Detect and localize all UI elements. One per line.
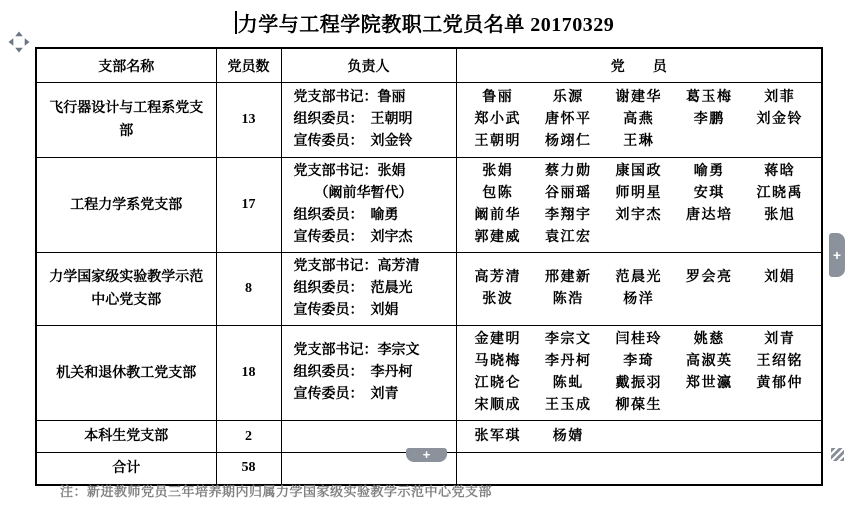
member-name: 李丹柯 xyxy=(545,354,592,369)
table-row xyxy=(36,326,822,421)
member-name: 江晓仑 xyxy=(474,376,521,391)
member-name: 郑小武 xyxy=(474,112,521,127)
members-cell[interactable] xyxy=(456,421,822,453)
leaders-cell[interactable] xyxy=(281,253,456,326)
member-count-cell[interactable]: 8 xyxy=(216,253,281,326)
member-slot-empty xyxy=(745,227,816,249)
member-name: 王琳 xyxy=(623,134,655,149)
member-line xyxy=(463,373,816,395)
member-slot-empty xyxy=(674,426,745,448)
member-name: 杨婧 xyxy=(552,428,584,444)
member-name: 鲁丽 xyxy=(482,90,514,105)
member-line xyxy=(463,131,816,153)
member-name: 范晨光 xyxy=(615,270,662,285)
member-line xyxy=(463,109,816,131)
member-line xyxy=(463,329,816,351)
branch-name-cell[interactable]: 机关和退休教工党支部 xyxy=(36,326,216,421)
header-row xyxy=(36,48,822,83)
member-name: 葛玉梅 xyxy=(686,90,733,105)
leader-line: 宣传委员： 刘娟 xyxy=(293,303,399,318)
plus-icon: + xyxy=(832,247,842,263)
member-line xyxy=(463,183,816,205)
leader-line: 组织委员： 喻勇 xyxy=(293,208,399,223)
member-name: 邢建新 xyxy=(545,270,592,285)
member-count-cell[interactable]: 18 xyxy=(216,326,281,421)
member-name: 戴振羽 xyxy=(615,376,662,391)
member-name: 康国政 xyxy=(615,164,662,179)
member-name: 安琪 xyxy=(693,186,725,201)
members-cell[interactable] xyxy=(456,326,822,421)
member-name: 蒋晗 xyxy=(764,164,796,179)
member-name: 金建明 xyxy=(474,332,521,347)
member-count-cell[interactable]: 13 xyxy=(216,83,281,158)
member-slot-empty xyxy=(745,426,816,448)
member-line xyxy=(463,227,816,249)
branch-name-cell[interactable]: 工程力学系党支部 xyxy=(36,158,216,253)
member-slot-empty xyxy=(674,395,745,417)
member-slot-empty xyxy=(674,131,745,153)
member-name: 江晓禹 xyxy=(756,186,803,201)
branch-name-cell[interactable]: 力学国家级实验教学示范中心党支部 xyxy=(36,253,216,326)
text-cursor xyxy=(235,11,237,34)
members-cell[interactable] xyxy=(456,83,822,158)
member-slot-empty xyxy=(745,395,816,417)
members-cell[interactable] xyxy=(456,158,822,253)
header-leaders[interactable]: 负责人 xyxy=(281,48,456,83)
header-member-count[interactable]: 党员数 xyxy=(216,48,281,83)
member-name: 姚慈 xyxy=(693,332,725,347)
leaders-cell[interactable] xyxy=(281,158,456,253)
plus-icon: + xyxy=(422,447,431,462)
leader-line: 党支部书记：张娟 xyxy=(293,164,406,179)
member-slot-empty xyxy=(745,289,816,311)
branch-name-cell[interactable]: 飞行器设计与工程系党支部 xyxy=(36,83,216,158)
leader-line: 党支部书记：鲁丽 xyxy=(293,90,406,105)
member-name: 高芳清 xyxy=(474,270,521,285)
member-name: 王玉成 xyxy=(545,398,592,413)
member-line xyxy=(463,395,816,417)
members-cell[interactable] xyxy=(456,253,822,326)
member-name: 张波 xyxy=(482,292,514,307)
insert-column-button[interactable] xyxy=(829,233,845,277)
member-line xyxy=(463,205,816,227)
leader-line: 党支部书记：高芳清 xyxy=(293,259,420,274)
member-line xyxy=(463,161,816,183)
member-name: 马晓梅 xyxy=(474,354,521,369)
member-name: 刘娟 xyxy=(764,270,796,285)
member-name: 闫桂玲 xyxy=(615,332,662,347)
roster-table xyxy=(35,47,823,486)
leader-line: 宣传委员： 刘宇杰 xyxy=(293,230,413,245)
member-name: 郑世瀛 xyxy=(686,376,733,391)
members-cell[interactable] xyxy=(456,453,822,485)
member-name: 黄郁仲 xyxy=(756,376,803,391)
header-branch-name[interactable]: 支部名称 xyxy=(36,48,216,83)
member-name: 高淑英 xyxy=(686,354,733,369)
member-name: 唐怀平 xyxy=(545,112,592,127)
member-name: 王绍铭 xyxy=(756,354,803,369)
member-name: 李翔宇 xyxy=(545,208,592,223)
member-count-cell[interactable]: 2 xyxy=(216,421,281,453)
branch-name-cell[interactable]: 本科生党支部 xyxy=(36,421,216,453)
member-line xyxy=(463,267,816,289)
member-name: 张娟 xyxy=(482,164,514,179)
leaders-cell[interactable] xyxy=(281,83,456,158)
member-name: 柳葆生 xyxy=(615,398,662,413)
four-arrows-icon xyxy=(8,40,30,57)
document-title-row[interactable] xyxy=(0,8,849,37)
member-name: 李宗文 xyxy=(545,332,592,347)
member-name: 郭建威 xyxy=(474,230,521,245)
leader-line: 组织委员： 王朝明 xyxy=(293,112,413,127)
table-row xyxy=(36,83,822,158)
insert-row-button[interactable] xyxy=(406,448,447,462)
member-name: 乐源 xyxy=(552,90,584,105)
member-line xyxy=(463,289,816,311)
member-name: 王朝明 xyxy=(474,134,521,149)
member-slot-empty xyxy=(745,131,816,153)
member-name: 张旭 xyxy=(764,208,796,223)
member-name: 李鹏 xyxy=(693,112,725,127)
member-count-cell[interactable]: 58 xyxy=(216,453,281,485)
member-name: 袁江宏 xyxy=(545,230,592,245)
footnote[interactable]: 注：新进教师党员三年培养期内归属力学国家级实验教学示范中心党支部 xyxy=(60,484,493,499)
member-name: 罗会亮 xyxy=(686,270,733,285)
member-name: 张军琪 xyxy=(474,428,521,444)
member-name: 谢建华 xyxy=(615,90,662,105)
member-slot-empty xyxy=(604,227,675,249)
leader-line: 宣传委员： 刘青 xyxy=(293,387,399,402)
member-name: 唐达培 xyxy=(686,208,733,223)
member-name: 陈虬 xyxy=(552,376,584,391)
member-name: 刘菲 xyxy=(764,90,796,105)
page-title: 力学与工程学院教职工党员名单 20170329 xyxy=(237,14,615,36)
leader-line: （阚前华暂代） xyxy=(293,186,413,201)
member-name: 李琦 xyxy=(623,354,655,369)
member-name: 包陈 xyxy=(482,186,514,201)
table-move-handle[interactable] xyxy=(8,31,30,53)
member-slot-empty xyxy=(604,426,675,448)
branch-name-cell[interactable]: 合计 xyxy=(36,453,216,485)
table-body xyxy=(36,83,822,485)
member-line xyxy=(463,351,816,373)
leader-line: 党支部书记：李宗文 xyxy=(293,343,420,358)
member-line xyxy=(463,87,816,109)
member-name: 喻勇 xyxy=(693,164,725,179)
header-members[interactable]: 党 员 xyxy=(456,48,822,83)
member-name: 师明星 xyxy=(615,186,662,201)
member-name: 高燕 xyxy=(623,112,655,127)
table-row xyxy=(36,253,822,326)
member-name: 谷丽瑶 xyxy=(545,186,592,201)
member-name: 杨翊仁 xyxy=(545,134,592,149)
member-slot-empty xyxy=(674,227,745,249)
member-count-cell[interactable]: 17 xyxy=(216,158,281,253)
table-row xyxy=(36,158,822,253)
table-resize-handle[interactable] xyxy=(831,448,844,461)
member-name: 刘金铃 xyxy=(756,112,803,127)
member-name: 刘宇杰 xyxy=(615,208,662,223)
member-name: 阚前华 xyxy=(474,208,521,223)
leader-line: 宣传委员： 刘金铃 xyxy=(293,134,413,149)
member-name: 陈浩 xyxy=(552,292,584,307)
leader-line: 组织委员： 范晨光 xyxy=(293,281,413,296)
member-name: 宋顺成 xyxy=(474,398,521,413)
leader-line: 组织委员： 李丹柯 xyxy=(293,365,413,380)
leaders-cell[interactable] xyxy=(281,326,456,421)
member-name: 杨洋 xyxy=(623,292,655,307)
member-name: 蔡力勋 xyxy=(545,164,592,179)
member-line xyxy=(463,426,816,448)
member-name: 刘青 xyxy=(764,332,796,347)
member-slot-empty xyxy=(674,289,745,311)
